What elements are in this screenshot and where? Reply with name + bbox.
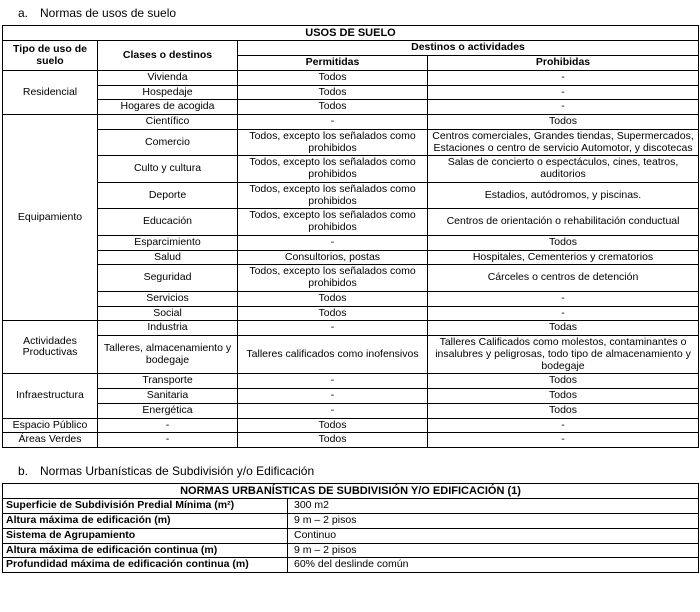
table-row	[3, 528, 699, 543]
table-row	[3, 265, 699, 292]
clase-cell: Deporte	[98, 182, 238, 209]
permitidas-cell: Talleres calificados como inofensivos	[238, 336, 428, 374]
col-header-destinos: Destinos o actividades	[238, 41, 699, 56]
clase-cell: Hogares de acogida	[98, 100, 238, 115]
prohibidas-cell: Hospitales, Cementerios y crematorios	[428, 250, 699, 265]
prohibidas-cell: Todos	[428, 403, 699, 418]
section-a-title: Normas de usos de suelo	[40, 6, 177, 20]
tipo-uso-cell: Espacio Público	[3, 418, 98, 433]
section-a-heading	[18, 6, 700, 20]
clase-cell: Seguridad	[98, 265, 238, 292]
clase-cell: Esparcimiento	[98, 235, 238, 250]
table-row	[3, 250, 699, 265]
prohibidas-cell: -	[428, 306, 699, 321]
usos-suelo-table	[2, 25, 699, 448]
clase-cell: Transporte	[98, 374, 238, 389]
permitidas-cell: Todos	[238, 433, 428, 448]
permitidas-cell: Todos, excepto los señalados como prohibidos	[238, 129, 428, 156]
prohibidas-cell: -	[428, 100, 699, 115]
table-row	[3, 433, 699, 448]
prohibidas-cell: Cárceles o centros de detención	[428, 265, 699, 292]
permitidas-cell: -	[238, 115, 428, 130]
clase-cell: Hospedaje	[98, 85, 238, 100]
prohibidas-cell: Todos	[428, 115, 699, 130]
section-b-heading	[18, 464, 700, 478]
tipo-uso-cell: Residencial	[3, 70, 98, 114]
table-row	[3, 514, 699, 529]
permitidas-cell: Todos	[238, 291, 428, 306]
table-row	[3, 306, 699, 321]
prohibidas-cell: Centros de orientación o rehabilitación conductual	[428, 209, 699, 236]
section-a-label: a.	[18, 6, 29, 20]
permitidas-cell: -	[238, 374, 428, 389]
clase-cell: Energética	[98, 403, 238, 418]
norma-value-cell: Continuo	[288, 528, 699, 543]
table-row	[3, 321, 699, 336]
permitidas-cell: Todos	[238, 85, 428, 100]
norma-label-cell: Profundidad máxima de edificación continua (m)	[3, 558, 288, 573]
tipo-uso-cell: Equipamiento	[3, 115, 98, 321]
prohibidas-cell: Talleres Calificados como molestos, contaminantes o insalubres y peligrosas, todo tipo de almacenamiento y bodegaje	[428, 336, 699, 374]
table-row	[3, 156, 699, 183]
table-row	[3, 418, 699, 433]
permitidas-cell: -	[238, 321, 428, 336]
normas-table-body	[3, 499, 699, 573]
permitidas-cell: Todos, excepto los señalados como prohibidos	[238, 265, 428, 292]
norma-label-cell: Superficie de Subdivisión Predial Mínima (m²)	[3, 499, 288, 514]
prohibidas-cell: Salas de concierto o espectáculos, cines, teatros, auditorios	[428, 156, 699, 183]
prohibidas-cell: Estadios, autódromos, y piscinas.	[428, 182, 699, 209]
table-row	[3, 499, 699, 514]
clase-cell: -	[98, 418, 238, 433]
prohibidas-cell: Centros comerciales, Grandes tiendas, Supermercados, Estaciones o centro de servicio Automotor, y discotecas	[428, 129, 699, 156]
norma-value-cell: 300 m2	[288, 499, 699, 514]
table-row	[3, 558, 699, 573]
tipo-uso-cell: Áreas Verdes	[3, 433, 98, 448]
tipo-uso-cell: Infraestructura	[3, 374, 98, 418]
table-row	[3, 115, 699, 130]
table-row	[3, 100, 699, 115]
prohibidas-cell: Todas	[428, 321, 699, 336]
normas-table-title-row	[3, 484, 699, 499]
permitidas-cell: Todos, excepto los señalados como prohibidos	[238, 156, 428, 183]
table-row	[3, 291, 699, 306]
clase-cell: Sanitaria	[98, 389, 238, 404]
clase-cell: Culto y cultura	[98, 156, 238, 183]
col-header-prohibidas: Prohibidas	[428, 56, 699, 71]
prohibidas-cell: Todos	[428, 235, 699, 250]
clase-cell: Comercio	[98, 129, 238, 156]
prohibidas-cell: -	[428, 433, 699, 448]
clase-cell: Educación	[98, 209, 238, 236]
norma-label-cell: Altura máxima de edificación continua (m)	[3, 543, 288, 558]
table-row	[3, 403, 699, 418]
usos-table-body	[3, 70, 699, 447]
permitidas-cell: Todos	[238, 100, 428, 115]
norma-value-cell: 9 m – 2 pisos	[288, 543, 699, 558]
permitidas-cell: -	[238, 235, 428, 250]
normas-table-header	[3, 484, 699, 499]
clase-cell: -	[98, 433, 238, 448]
normas-table-title: NORMAS URBANÍSTICAS DE SUBDIVISIÓN Y/O EDIFICACIÓN (1)	[3, 484, 699, 499]
prohibidas-cell: -	[428, 291, 699, 306]
norma-value-cell: 9 m – 2 pisos	[288, 514, 699, 529]
permitidas-cell: Todos, excepto los señalados como prohibidos	[238, 209, 428, 236]
permitidas-cell: Todos	[238, 418, 428, 433]
clase-cell: Servicios	[98, 291, 238, 306]
section-b-title: Normas Urbanísticas de Subdivisión y/o Edificación	[40, 464, 315, 479]
norma-value-cell: 60% del deslinde común	[288, 558, 699, 573]
table-row	[3, 543, 699, 558]
col-header-tipo: Tipo de uso de suelo	[3, 41, 98, 71]
table-row	[3, 209, 699, 236]
clase-cell: Científico	[98, 115, 238, 130]
col-header-permitidas: Permitidas	[238, 56, 428, 71]
table-row	[3, 70, 699, 85]
norma-label-cell: Altura máxima de edificación (m)	[3, 514, 288, 529]
prohibidas-cell: Todos	[428, 389, 699, 404]
prohibidas-cell: Todos	[428, 374, 699, 389]
clase-cell: Salud	[98, 250, 238, 265]
permitidas-cell: -	[238, 403, 428, 418]
usos-header-row-1	[3, 41, 699, 56]
prohibidas-cell: -	[428, 70, 699, 85]
clase-cell: Vivienda	[98, 70, 238, 85]
usos-table-header	[3, 26, 699, 71]
table-row	[3, 374, 699, 389]
prohibidas-cell: -	[428, 418, 699, 433]
permitidas-cell: Todos	[238, 70, 428, 85]
normas-urbanisticas-table	[2, 483, 699, 573]
usos-table-title: USOS DE SUELO	[3, 26, 699, 41]
table-row	[3, 235, 699, 250]
table-row	[3, 389, 699, 404]
col-header-clases: Clases o destinos	[98, 41, 238, 71]
table-row	[3, 85, 699, 100]
prohibidas-cell: -	[428, 85, 699, 100]
section-b-label: b.	[18, 464, 29, 479]
usos-table-title-row	[3, 26, 699, 41]
clase-cell: Industria	[98, 321, 238, 336]
permitidas-cell: Todos	[238, 306, 428, 321]
permitidas-cell: -	[238, 389, 428, 404]
clase-cell: Social	[98, 306, 238, 321]
permitidas-cell: Consultorios, postas	[238, 250, 428, 265]
table-row	[3, 182, 699, 209]
clase-cell: Talleres, almacenamiento y bodegaje	[98, 336, 238, 374]
table-row	[3, 336, 699, 374]
norma-label-cell: Sistema de Agrupamiento	[3, 528, 288, 543]
permitidas-cell: Todos, excepto los señalados como prohibidos	[238, 182, 428, 209]
table-row	[3, 129, 699, 156]
tipo-uso-cell: Actividades Productivas	[3, 321, 98, 374]
